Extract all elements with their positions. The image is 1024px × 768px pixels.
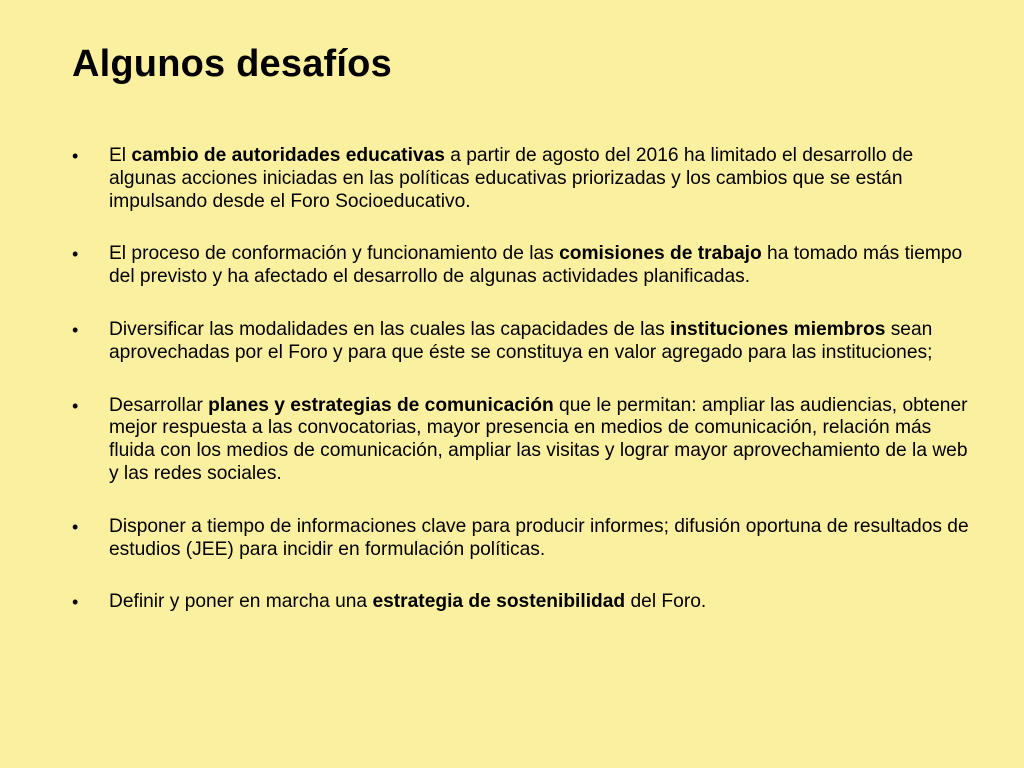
bullet-segment: Diversificar las modalidades en las cuales las capacidades de las: [109, 318, 670, 340]
bullet-list: [72, 145, 982, 644]
bullet-segment: El: [109, 145, 132, 166]
bullet-segment: El proceso de conformación y funcionamiento de las: [109, 243, 560, 265]
bullet-segment: del Foro.: [625, 591, 707, 613]
bullet-text: [109, 145, 913, 212]
bullet-bold-segment: cambio de autoridades educativas: [131, 145, 445, 166]
bullet-bold-segment: planes y estrategias de comunicación: [208, 394, 554, 416]
bullet-text: [109, 591, 706, 612]
bullet-item: [72, 319, 982, 365]
bullet-text: [109, 319, 932, 363]
bullet-dot-icon: •: [72, 592, 79, 613]
bullet-dot-icon: •: [72, 319, 79, 340]
slide-title: Algunos desafíos: [72, 43, 392, 85]
bullet-segment: Disponer a tiempo de informaciones clave para producir informes; difusión oportuna de resultados de estudios (JEE) para incidir en formulación políticas.: [109, 515, 969, 560]
bullet-item: [72, 145, 982, 213]
bullet-segment: Definir y poner en marcha una: [109, 591, 373, 613]
bullet-text: [109, 243, 962, 287]
bullet-bold-segment: estrategia de sostenibilidad: [372, 591, 626, 613]
bullet-text: [109, 395, 968, 484]
bullet-item: [72, 591, 982, 614]
bullet-dot-icon: •: [72, 516, 79, 537]
bullet-dot-icon: •: [72, 395, 79, 416]
bullet-segment: que le permitan: ampliar las audiencias, obtener mejor respuesta a las convocatorias, mayor presencia en medios de comunicación, relación más fluida con los medios de comunicación, ampliar las visitas y lograr mayor aprovechamiento de la web y las redes sociales.: [109, 394, 968, 484]
bullet-bold-segment: instituciones miembros: [670, 318, 886, 340]
bullet-segment: ha tomado más tiempo del previsto y ha afectado el desarrollo de algunas actividades planificadas.: [109, 243, 963, 288]
bullet-bold-segment: comisiones de trabajo: [559, 243, 762, 265]
bullet-dot-icon: •: [72, 146, 79, 166]
bullet-item: [72, 243, 982, 289]
bullet-item: [72, 395, 982, 486]
bullet-text: [109, 516, 969, 560]
bullet-item: [72, 516, 982, 562]
bullet-segment: a partir de agosto del 2016 ha limitado el desarrollo de algunas acciones iniciadas en las políticas educativas priorizadas y los cambios que se están impulsando desde el Foro Socioeducativo.: [109, 145, 914, 212]
bullet-segment: Desarrollar: [109, 394, 209, 416]
bullet-segment: sean aprovechadas por el Foro y para que éste se constituya en valor agregado para las instituciones;: [109, 318, 933, 363]
bullet-dot-icon: •: [72, 244, 79, 265]
